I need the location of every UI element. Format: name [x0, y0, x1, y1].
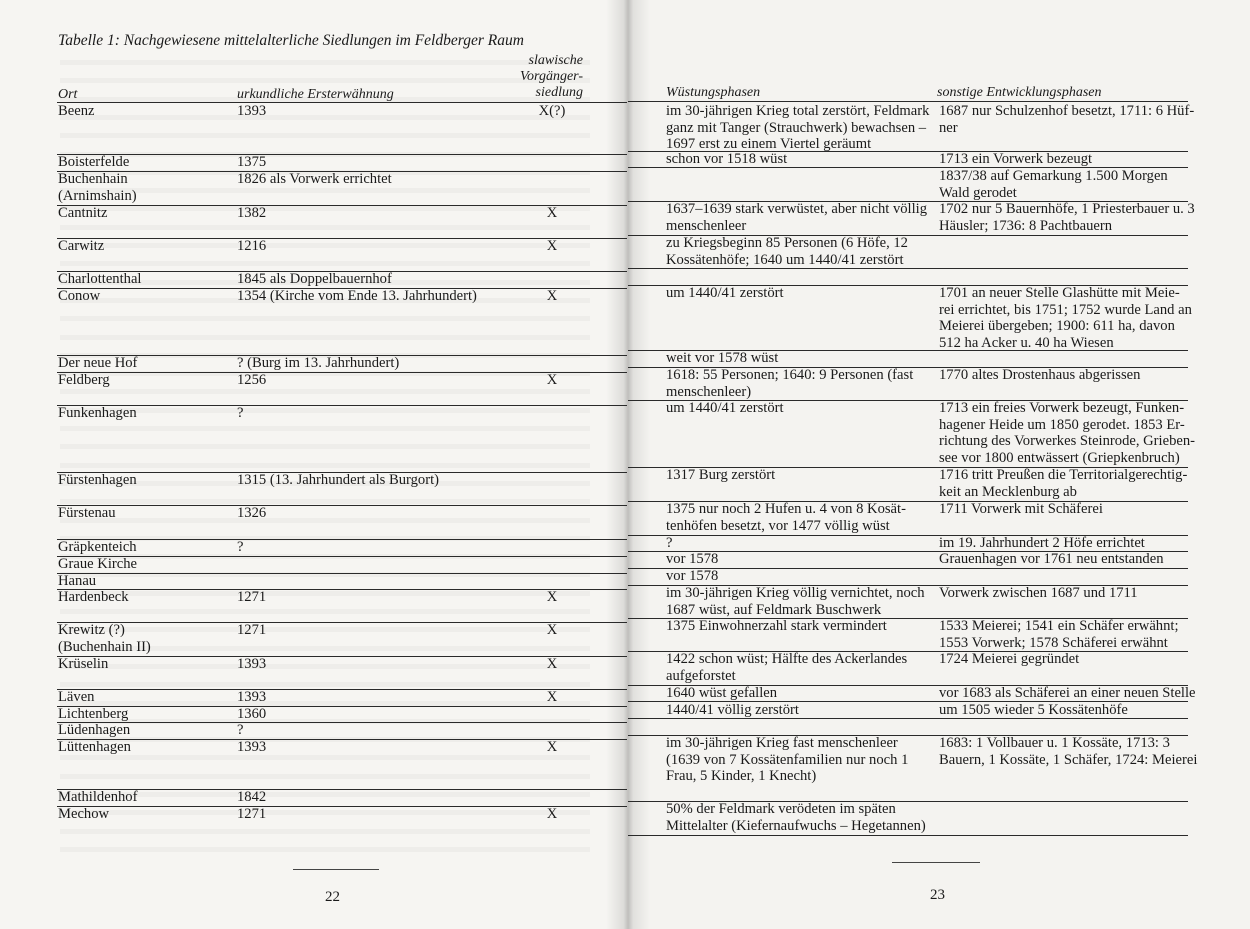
row-rule: [57, 205, 627, 206]
header-slawisch-2: Vorgänger-: [520, 69, 583, 84]
row-rule: [628, 367, 1188, 368]
row-entwicklung-line: 1687 nur Schulzenhof besetzt, 1711: 6 Hüf-: [939, 103, 1195, 119]
row-rule: [628, 350, 1188, 351]
row-wuestung-line: menschenleer): [666, 383, 752, 400]
row-wuestung-line: im 30-jährigen Krieg völlig vernichtet, noch: [666, 585, 925, 601]
row-rule: [57, 656, 627, 657]
row-ort: Mathildenhof: [58, 789, 138, 805]
table-header-rule-right: [628, 101, 1188, 102]
row-entwicklung-line: rei errichtet, bis 1751; 1752 wurde Land an: [939, 301, 1192, 318]
row-rule: [57, 689, 627, 690]
row-ersterwaehnung: 1393: [237, 103, 267, 119]
row-rule: [628, 268, 1188, 269]
row-slawisch: X: [546, 689, 558, 705]
row-slawisch: X: [546, 739, 558, 755]
row-ort: Beenz: [58, 103, 95, 119]
show-through-line: [60, 829, 590, 838]
row-ort: Fürstenau: [58, 505, 116, 521]
row-ersterwaehnung: 1375: [237, 154, 267, 170]
row-rule: [57, 622, 627, 623]
row-rule: [628, 235, 1188, 236]
row-rule: [57, 505, 627, 506]
row-entwicklung-line: 1553 Vorwerk; 1578 Schäferei erwähnt: [939, 634, 1168, 651]
row-rule: [628, 735, 1188, 736]
row-wuestung-line: Kossätenhöfe; 1640 um 1440/41 zerstört: [666, 251, 904, 268]
row-wuestung-line: 1687 wüst, auf Feldmark Buschwerk: [666, 601, 882, 618]
header-wuestungsphasen: Wüstungsphasen: [666, 85, 761, 100]
row-ersterwaehnung: 1826 als Vorwerk errichtet: [237, 171, 392, 187]
show-through-line: [60, 115, 590, 124]
row-rule: [57, 271, 627, 272]
row-rule: [57, 806, 627, 807]
row-rule: [57, 589, 627, 590]
show-through-line: [60, 389, 590, 398]
show-through-line: [60, 335, 590, 344]
row-slawisch: X(?): [538, 103, 566, 119]
show-through-line: [60, 591, 590, 600]
row-slawisch: X: [546, 372, 558, 388]
row-entwicklung-line: see vor 1800 entwässert (Griepkenbruch): [939, 449, 1180, 466]
row-entwicklung-line: Meierei übergeben; 1900: 611 ha, davon: [939, 318, 1175, 335]
row-slawisch: X: [546, 622, 558, 638]
row-rule: [57, 739, 627, 740]
row-rule: [628, 651, 1188, 652]
show-through-line: [60, 499, 590, 508]
row-entwicklung-line: 1683: 1 Vollbauer u. 1 Kossäte, 1713: 3: [939, 735, 1170, 751]
row-ersterwaehnung: 1845 als Doppelbauernhof: [237, 271, 392, 287]
row-entwicklung-line: 1770 altes Drostenhaus abgerissen: [939, 367, 1141, 383]
row-ersterwaehnung: 1393: [237, 656, 267, 672]
row-wuestung-line: 1317 Burg zerstört: [666, 467, 776, 483]
row-entwicklung-line: 1713 ein Vorwerk bezeugt: [939, 151, 1093, 167]
footer-rule-left: [293, 869, 379, 870]
row-wuestung-line: Frau, 5 Kinder, 1 Knecht): [666, 768, 817, 785]
show-through-line: [60, 444, 590, 453]
page-number-left: 22: [325, 889, 340, 905]
row-entwicklung-line: 1724 Meierei gegründet: [939, 651, 1080, 667]
show-through-line: [60, 426, 590, 435]
row-ersterwaehnung: 1256: [237, 372, 267, 388]
show-through-line: [60, 810, 590, 819]
show-through-line: [60, 225, 590, 234]
row-slawisch: X: [546, 238, 558, 254]
row-rule: [628, 167, 1188, 168]
row-ort-alt: (Buchenhain II): [58, 639, 151, 655]
row-ort: Carwitz: [58, 238, 105, 254]
show-through-line: [60, 60, 590, 69]
row-ort: Conow: [58, 288, 101, 304]
row-wuestung-line: um 1440/41 zerstört: [666, 285, 784, 301]
row-rule: [628, 618, 1188, 619]
row-wuestung-line: Mittelalter (Kiefernaufwuchs – Hegetannen): [666, 817, 926, 834]
row-wuestung-line: schon vor 1518 wüst: [666, 151, 788, 167]
row-wuestung-line: weit vor 1578 wüst: [666, 350, 779, 366]
row-wuestung-line: ganz mit Tanger (Strauchwerk) bewachsen –: [666, 119, 927, 136]
show-through-line: [60, 847, 590, 856]
row-entwicklung-line: im 19. Jahrhundert 2 Höfe errichtet: [939, 535, 1145, 551]
row-entwicklung-line: hagener Heide um 1850 gerodet. 1853 Er-: [939, 416, 1185, 433]
row-ort: Krewitz (?): [58, 622, 125, 638]
row-slawisch: X: [546, 288, 558, 304]
row-rule: [57, 171, 627, 172]
row-rule: [628, 467, 1188, 468]
row-rule: [628, 400, 1188, 401]
row-wuestung-line: 1618: 55 Personen; 1640: 9 Personen (fast: [666, 367, 914, 383]
footer-rule-right: [892, 862, 980, 863]
row-slawisch: X: [546, 806, 558, 822]
show-through-line: [60, 609, 590, 618]
row-entwicklung-line: Häusler; 1736: 8 Pachtbauern: [939, 217, 1113, 234]
row-wuestung-line: aufgeforstet: [666, 667, 736, 684]
row-ersterwaehnung: 1271: [237, 806, 267, 822]
row-entwicklung-line: vor 1683 als Schäferei an einer neuen Stelle: [939, 685, 1196, 701]
show-through-line: [60, 701, 590, 710]
row-entwicklung-line: Grauenhagen vor 1761 neu entstanden: [939, 551, 1164, 567]
row-wuestung-line: zu Kriegsbeginn 85 Personen (6 Höfe, 12: [666, 235, 908, 251]
show-through-line: [60, 463, 590, 472]
row-wuestung-line: 50% der Feldmark verödeten im späten: [666, 801, 896, 817]
show-through-line: [60, 774, 590, 783]
row-entwicklung-line: 512 ha Acker u. 40 ha Wiesen: [939, 334, 1114, 351]
row-entwicklung-line: Bauern, 1 Kossäte, 1 Schäfer, 1724: Meierei: [939, 751, 1198, 768]
row-wuestung-line: 1422 schon wüst; Hälfte des Ackerlandes: [666, 651, 908, 667]
row-ersterwaehnung: 1360: [237, 706, 267, 722]
row-ersterwaehnung: 1842: [237, 789, 267, 805]
row-ort: Lüdenhagen: [58, 722, 131, 738]
row-rule: [628, 551, 1188, 552]
row-rule: [628, 718, 1188, 719]
row-wuestung-line: im 30-jährigen Krieg total zerstört, Feldmark: [666, 103, 930, 119]
row-ersterwaehnung: ?: [237, 722, 244, 738]
row-entwicklung-line: 1701 an neuer Stelle Glashütte mit Meie-: [939, 285, 1180, 301]
row-ersterwaehnung: 1354 (Kirche vom Ende 13. Jahrhundert): [237, 288, 477, 304]
row-ort: Der neue Hof: [58, 355, 138, 371]
row-ort: Funkenhagen: [58, 405, 137, 421]
header-entwicklungsphasen: sonstige Entwicklungsphasen: [937, 85, 1102, 100]
show-through-line: [60, 627, 590, 636]
row-rule: [57, 573, 627, 574]
row-ort: Cantnitz: [58, 205, 108, 221]
header-ort: Ort: [58, 87, 78, 102]
show-through-line: [60, 243, 590, 252]
row-wuestung-line: 1440/41 völlig zerstört: [666, 702, 799, 718]
row-entwicklung-line: 1716 tritt Preußen die Territorialgerechtig-: [939, 467, 1188, 483]
row-rule: [57, 722, 627, 723]
page-number-right: 23: [930, 887, 945, 903]
row-ort: Gräpkenteich: [58, 539, 137, 555]
row-rule: [628, 568, 1188, 569]
row-wuestung-line: vor 1578: [666, 551, 719, 567]
row-ersterwaehnung: 1216: [237, 238, 267, 254]
row-rule: [628, 501, 1188, 502]
row-rule: [57, 539, 627, 540]
row-ersterwaehnung: ?: [237, 405, 244, 421]
row-entwicklung-line: um 1505 wieder 5 Kossätenhöfe: [939, 702, 1128, 718]
row-wuestung-line: (1639 von 7 Kossätenfamilien nur noch 1: [666, 751, 909, 768]
row-ort: Krüselin: [58, 656, 109, 672]
row-wuestung-line: ?: [666, 535, 673, 551]
row-ersterwaehnung: 1271: [237, 589, 267, 605]
row-rule: [628, 835, 1188, 836]
row-wuestung-line: 1637–1639 stark verwüstet, aber nicht völlig: [666, 201, 928, 217]
row-entwicklung-line: 1702 nur 5 Bauernhöfe, 1 Priesterbauer u. 3: [939, 201, 1195, 217]
row-rule: [57, 789, 627, 790]
row-entwicklung-line: 1713 ein freies Vorwerk bezeugt, Funken-: [939, 400, 1185, 416]
row-rule: [57, 288, 627, 289]
row-ort: Hardenbeck: [58, 589, 129, 605]
row-ersterwaehnung: 1382: [237, 205, 267, 221]
show-through-line: [60, 664, 590, 673]
header-ersterwaehnung: urkundliche Ersterwähnung: [237, 87, 394, 102]
row-ort: Charlottenthal: [58, 271, 142, 287]
row-entwicklung-line: 1711 Vorwerk mit Schäferei: [939, 501, 1103, 517]
row-wuestung-line: tenhöfen besetzt, vor 1477 völlig wüst: [666, 517, 890, 534]
row-ort: Mechow: [58, 806, 110, 822]
row-ersterwaehnung: 1271: [237, 622, 267, 638]
row-rule: [628, 151, 1188, 152]
row-rule: [628, 701, 1188, 702]
show-through-line: [60, 755, 590, 764]
row-ersterwaehnung: 1393: [237, 739, 267, 755]
row-rule: [628, 201, 1188, 202]
show-through-line: [60, 792, 590, 801]
row-rule: [57, 154, 627, 155]
row-rule: [57, 472, 627, 473]
row-wuestung-line: 1697 erst zu einem Viertel geräumt: [666, 136, 872, 153]
row-ersterwaehnung: ?: [237, 539, 244, 555]
show-through-line: [60, 719, 590, 728]
row-rule: [628, 801, 1188, 802]
row-ersterwaehnung: 1393: [237, 689, 267, 705]
row-entwicklung-line: Wald gerodet: [939, 184, 1017, 201]
row-ersterwaehnung: ? (Burg im 13. Jahrhundert): [237, 355, 400, 371]
row-entwicklung-line: richtung des Vorwerkes Steinrode, Grieben-: [939, 433, 1196, 450]
row-rule: [57, 556, 627, 557]
row-entwicklung-line: 1533 Meierei; 1541 ein Schäfer erwähnt;: [939, 618, 1179, 634]
show-through-line: [60, 316, 590, 325]
show-through-line: [60, 152, 590, 161]
show-through-line: [60, 188, 590, 197]
table-caption: Tabelle 1: Nachgewiesene mittelalterliche Siedlungen im Feldberger Raum: [58, 32, 524, 49]
row-ort: Boisterfelde: [58, 154, 130, 170]
row-wuestung-line: 1640 wüst gefallen: [666, 685, 778, 701]
row-ersterwaehnung: 1315 (13. Jahrhundert als Burgort): [237, 472, 439, 488]
row-ort: Lüttenhagen: [58, 739, 131, 755]
row-wuestung-line: menschenleer: [666, 217, 747, 234]
row-rule: [628, 535, 1188, 536]
header-slawisch-1: slawische: [528, 53, 583, 68]
row-rule: [628, 585, 1188, 586]
row-ort: Lichtenberg: [58, 706, 129, 722]
row-wuestung-line: vor 1578: [666, 568, 719, 584]
row-rule: [57, 238, 627, 239]
row-wuestung-line: 1375 Einwohnerzahl stark vermindert: [666, 618, 887, 634]
row-ort: Hanau: [58, 573, 97, 589]
show-through-line: [60, 518, 590, 527]
row-wuestung-line: 1375 nur noch 2 Hufen u. 4 von 8 Kosät-: [666, 501, 906, 517]
row-ort: Graue Kirche: [58, 556, 138, 572]
row-rule: [628, 285, 1188, 286]
row-slawisch: X: [546, 205, 558, 221]
row-wuestung-line: um 1440/41 zerstört: [666, 400, 784, 416]
row-rule: [57, 372, 627, 373]
row-slawisch: X: [546, 656, 558, 672]
row-slawisch: X: [546, 589, 558, 605]
row-rule: [57, 355, 627, 356]
row-ort: Fürstenhagen: [58, 472, 137, 488]
row-rule: [57, 706, 627, 707]
show-through-line: [60, 408, 590, 417]
row-ort: Läven: [58, 689, 95, 705]
row-rule: [57, 405, 627, 406]
show-through-line: [60, 133, 590, 142]
row-rule: [628, 685, 1188, 686]
show-through-line: [60, 536, 590, 545]
header-slawisch-3: siedlung: [535, 85, 583, 100]
row-wuestung-line: im 30-jährigen Krieg fast menschenleer: [666, 735, 898, 751]
row-ersterwaehnung: 1326: [237, 505, 267, 521]
row-entwicklung-line: keit an Mecklenburg ab: [939, 483, 1077, 500]
row-ort: Feldberg: [58, 372, 110, 388]
row-ort-alt: (Arnimshain): [58, 188, 137, 204]
row-entwicklung-line: ner: [939, 119, 958, 136]
show-through-line: [60, 261, 590, 270]
row-entwicklung-line: Vorwerk zwischen 1687 und 1711: [939, 585, 1138, 601]
show-through-line: [60, 206, 590, 215]
row-ort: Buchenhain: [58, 171, 128, 187]
row-entwicklung-line: 1837/38 auf Gemarkung 1.500 Morgen: [939, 168, 1168, 184]
